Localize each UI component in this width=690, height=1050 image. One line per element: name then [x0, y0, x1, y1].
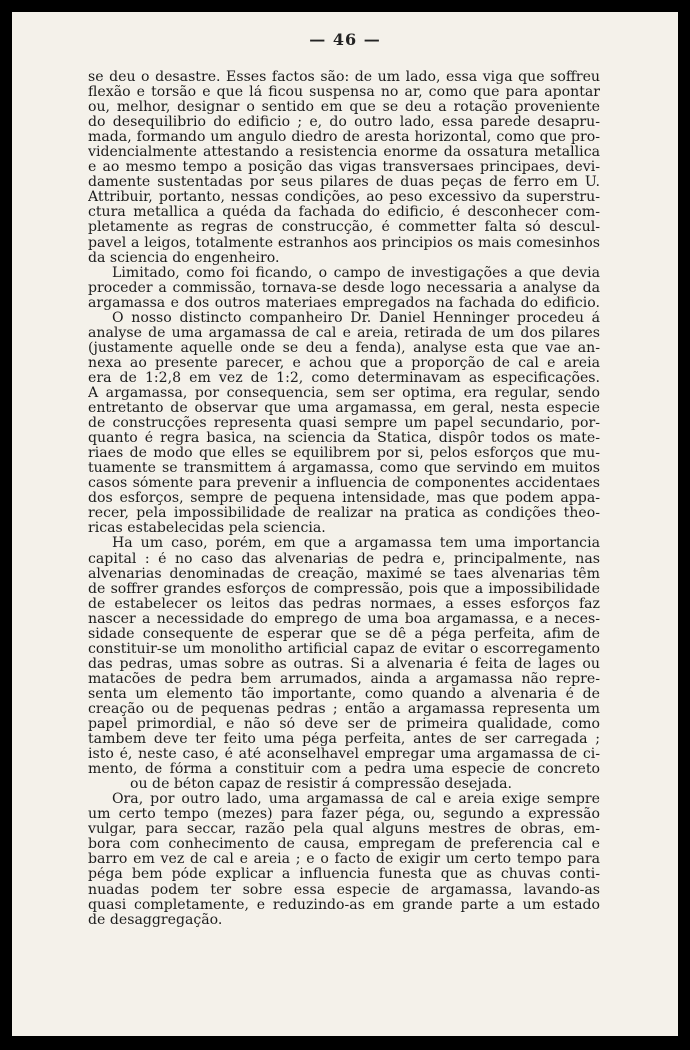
text-line: tuamente se transmittem á argamassa, como que servindo em muitos — [88, 461, 600, 477]
text-line: ricas estabelecidas pela sciencia. — [88, 521, 326, 537]
text-line: era de 1:2,8 em vez de 1:2, como determinavam as especificações. — [88, 370, 600, 386]
text-line: casos sómente para prevenir a influencia de componentes accidentaes — [88, 476, 600, 492]
text-line: damente sustentadas por seus pilares de duas peças de ferro em U. — [88, 175, 600, 191]
text-line: um certo tempo (mezes) para fazer péga, ou, segundo a expressão — [88, 807, 600, 823]
text-line: capital : é no caso das alvenarias de pedra e, principalmente, nas — [88, 551, 600, 567]
text-line: de soffrer grandes esforços de compressão, pois que a impossibilidade — [88, 581, 600, 597]
text-line: do desequilibrio do edificio ; e, do outro lado, essa parede desapru- — [88, 115, 600, 131]
text-line: senta um elemento tão importante, como quando a alvenaria é de — [88, 686, 600, 702]
text-line: papel primordial, e não só deve ser de primeira qualidade, como — [88, 717, 600, 733]
body-text — [88, 70, 600, 928]
text-line: Attribuir, portanto, nessas condições, ao peso excessivo da superstru- — [88, 190, 600, 206]
text-line: se deu o desastre. Esses factos são: de um lado, essa viga que soffreu — [88, 70, 600, 85]
text-line: sidade consequente de esperar que se dê a péga perfeita, afim de — [88, 626, 600, 642]
text-line: Ha um caso, porém, em que a argamassa tem uma importancia — [112, 536, 600, 552]
text-line: ou, melhor, designar o sentido em que se deu a rotação proveniente — [88, 100, 600, 116]
document-page — [12, 12, 678, 1036]
text-line: mento, de fórma a constituir com a pedra uma especie de concreto — [88, 762, 600, 778]
text-line: nascer a necessidade do emprego de uma boa argamassa, e a neces- — [88, 611, 600, 627]
text-line: matacões de pedra bem arrumados, ainda a argamassa não repre- — [88, 671, 600, 687]
text-line: riaes de modo que elles se equilibrem por si, pelos esforços que mu- — [88, 446, 600, 462]
text-line: de estabelecer os leitos das pedras normaes, a esses esforços faz — [88, 596, 600, 612]
text-line: tambem deve ter feito uma péga perfeita, antes de ser carregada ; — [88, 732, 600, 748]
text-line: bora com conhecimento de causa, empregam de preferencia cal e — [88, 837, 600, 853]
page-number: — 46 — — [309, 30, 381, 49]
text-line: de construcções representa quasi sempre um papel secundario, por- — [88, 416, 600, 432]
text-line: Ora, por outro lado, uma argamassa de cal e areia exige sempre — [112, 792, 600, 808]
text-line: de desaggregação. — [88, 912, 223, 928]
text-line: dos esforços, sempre de pequena intensidade, mas que podem appa- — [88, 491, 600, 507]
text-line: isto é, neste caso, é até aconselhavel empregar uma argamassa de ci- — [88, 747, 600, 763]
text-line: flexão e torsão e que lá ficou suspensa no ar, como que para apontar — [88, 85, 600, 101]
text-line: videncialmente attestando a resistencia enorme da ossatura metallica — [88, 145, 600, 161]
text-line: proceder a commissão, tornava-se desde logo necessaria a analyse da — [88, 280, 600, 296]
text-line: recer, pela impossibilidade de realizar na pratica as condições theo- — [88, 506, 600, 522]
text-line: quanto é regra basica, na sciencia da Statica, dispôr todos os mate- — [88, 431, 600, 447]
text-line: e ao mesmo tempo a posição das vigas transversaes principaes, devi- — [88, 160, 600, 176]
text-line: péga bem póde explicar a influencia funesta que as chuvas conti- — [88, 867, 600, 883]
text-line: das pedras, umas sobre as outras. Si a alvenaria é feita de lages ou — [88, 656, 600, 672]
text-line: entretanto de observar que uma argamassa, em geral, nesta especie — [88, 401, 600, 417]
text-line: quasi completamente, e reduzindo-as em grande parte a um estado — [88, 897, 600, 913]
text-line: pletamente as regras de construcção, é commetter falta só descul- — [88, 220, 600, 236]
text-line: ctura metallica a quéda da fachada do edificio, é desconhecer com- — [88, 205, 600, 221]
text-line: constituir-se um monolitho artificial capaz de evitar o escorregamento — [88, 641, 600, 657]
text-line: da sciencia do engenheiro. — [88, 250, 280, 266]
text-line: argamassa e dos outros materiaes empregados na fachada do edificio. — [88, 295, 600, 311]
text-line: creação ou de pequenas pedras ; então a argamassa representa um — [88, 701, 600, 717]
text-line: Limitado, como foi ficando, o campo de investigações a que devia — [112, 265, 600, 281]
text-line: analyse de uma argamassa de cal e areia, retirada de um dos pilares — [88, 325, 600, 341]
text-line: mada, formando um angulo diedro de aresta horizontal, como que pro- — [88, 130, 600, 146]
text-line: (justamente aquelle onde se deu a fenda), analyse esta que vae an- — [88, 340, 600, 356]
text-line: nuadas podem ter sobre essa especie de argamassa, lavando-as — [88, 882, 600, 898]
text-line: O nosso distincto companheiro Dr. Daniel Henninger procedeu á — [112, 310, 600, 326]
text-line: alvenarias denominadas de creação, maximé se taes alvenarias têm — [88, 566, 600, 582]
text-line: barro em vez de cal e areia ; e o facto de exigir um certo tempo para — [88, 852, 600, 868]
text-line: nexa ao presente parecer, e achou que a proporção de cal e areia — [88, 355, 600, 371]
text-line: A argamassa, por consequencia, sem ser optima, era regular, sendo — [88, 385, 600, 401]
text-line: pavel a leigos, totalmente estranhos aos principios os mais comesinhos — [88, 235, 600, 251]
text-line: vulgar, para seccar, razão pela qual alguns mestres de obras, em- — [88, 822, 600, 838]
text-line: ou de béton capaz de resistir á compressão desejada. — [130, 777, 513, 793]
